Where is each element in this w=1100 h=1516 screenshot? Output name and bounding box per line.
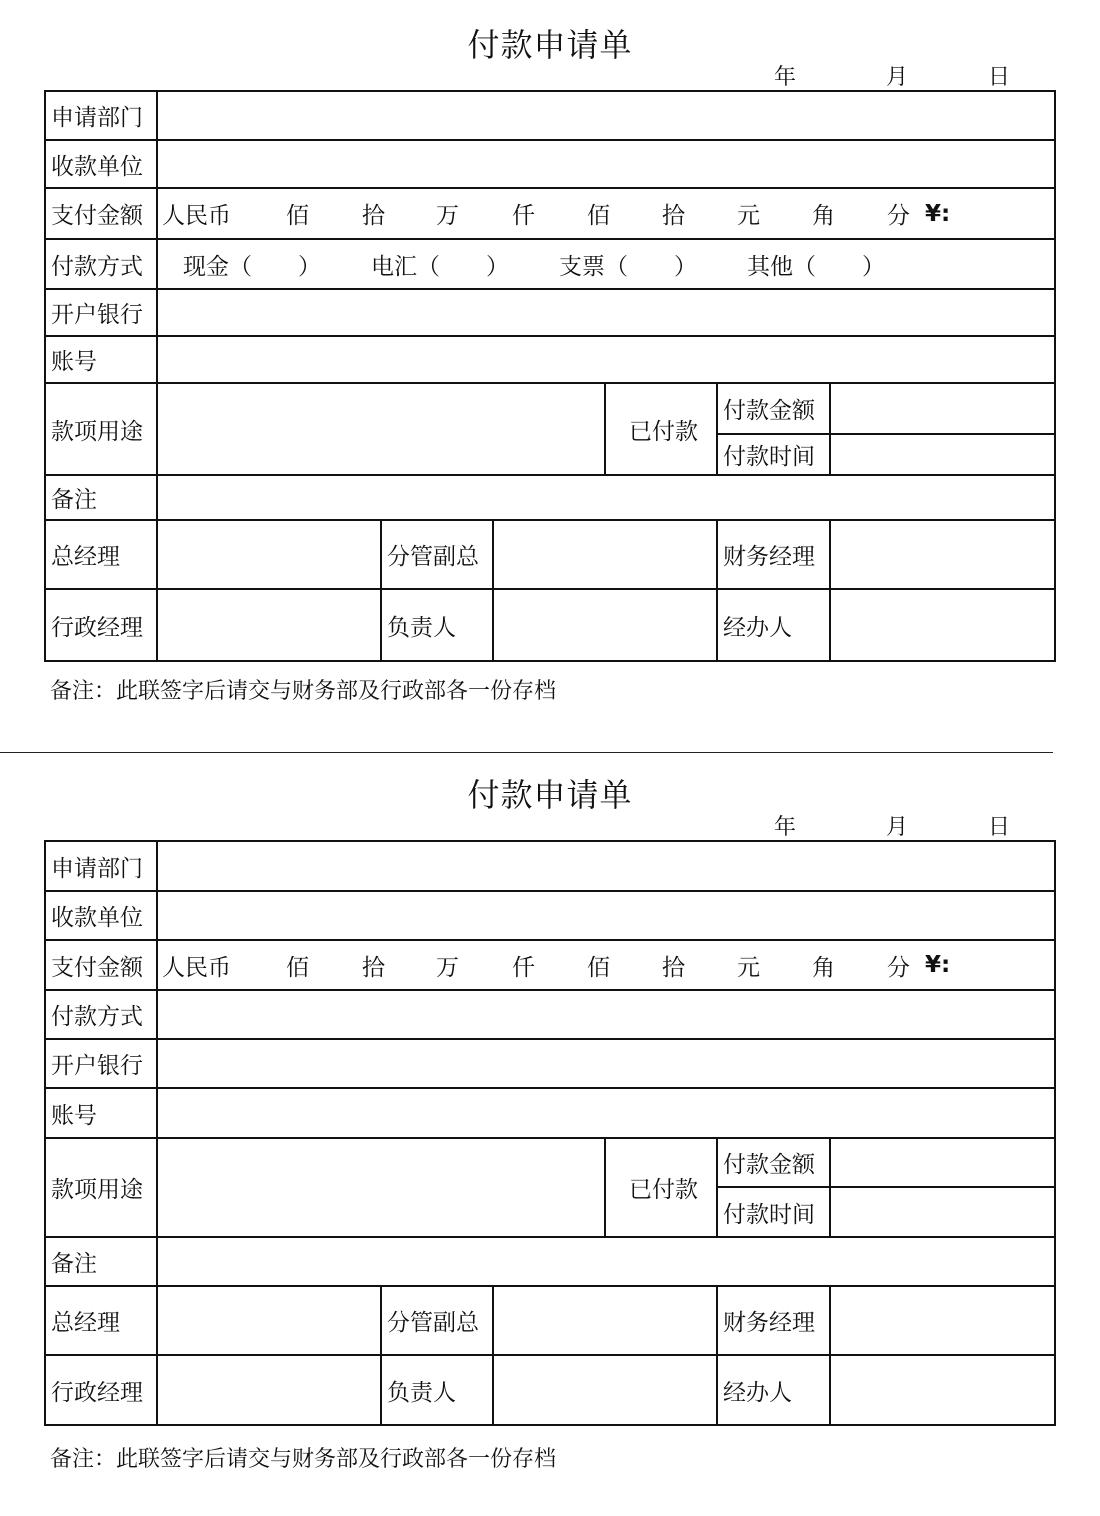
yen-label: ¥: [925,952,951,978]
handler-sign-field[interactable] [830,1355,1055,1425]
row-payee [45,891,1055,940]
admin-manager-sign-field[interactable] [157,1355,381,1425]
row-bank [45,289,1055,336]
amount-units [162,949,1054,982]
unit-jiao: 角 [812,203,835,229]
paid-label: 已付款 [605,383,717,475]
account-field[interactable] [157,1088,1055,1138]
vp-sign-field[interactable] [493,1286,717,1355]
handler-label: 经办人 [717,589,830,661]
amount-label: 支付金额 [45,940,157,990]
account-field[interactable] [157,336,1055,383]
row-remark [45,475,1055,520]
row-method [45,990,1055,1039]
unit-bai-1: 佰 [286,203,309,229]
row-amount [45,940,1055,990]
finance-manager-label: 财务经理 [717,520,830,589]
department-label: 申请部门 [45,841,157,891]
payment-table [44,90,1056,662]
purpose-label: 款项用途 [45,1138,157,1237]
row-sign-1 [45,1286,1055,1355]
vp-label: 分管副总 [381,1286,493,1355]
row-department [45,91,1055,140]
row-amount [45,188,1055,239]
row-remark [45,1237,1055,1286]
currency-label: 人民币 [162,203,231,229]
paid-time-field[interactable] [830,434,1055,475]
bank-field[interactable] [157,1039,1055,1088]
amount-units [162,197,1054,230]
owner-label: 负责人 [381,1355,493,1425]
method-other-option[interactable]: 其他（ ） [747,253,885,280]
payee-label: 收款单位 [45,891,157,940]
amount-field[interactable] [157,188,1055,239]
unit-bai-2: 佰 [587,954,610,981]
paid-amount-field[interactable] [830,1138,1055,1187]
row-bank [45,1039,1055,1088]
department-label: 申请部门 [45,91,157,140]
remark-label: 备注 [45,475,157,520]
row-sign-1 [45,520,1055,589]
amount-label: 支付金额 [45,188,157,239]
unit-yuan: 元 [737,954,760,981]
footnote: 备注：此联签字后请交与财务部及行政部各一份存档 [50,1447,557,1472]
account-label: 账号 [45,1088,157,1138]
paid-time-field[interactable] [830,1187,1055,1237]
payment-table [44,840,1056,1426]
unit-fen: 分 [887,954,910,981]
date-day-label: 日 [988,815,1011,840]
bank-field[interactable] [157,289,1055,336]
paid-amount-label: 付款金额 [717,383,830,434]
date-day-label: 日 [988,65,1011,90]
payee-field[interactable] [157,891,1055,940]
method-check-option[interactable]: 支票（ ） [559,253,697,280]
payee-label: 收款单位 [45,140,157,188]
form-title: 付款申请单 [467,776,633,814]
unit-bai-2: 佰 [587,203,610,229]
unit-qian: 仟 [512,954,535,981]
unit-wan: 万 [436,203,459,229]
unit-shi-2: 拾 [662,203,685,229]
unit-yuan: 元 [737,203,760,229]
row-department [45,841,1055,891]
purpose-field[interactable] [157,383,605,475]
row-sign-2 [45,589,1055,661]
department-field[interactable] [157,841,1055,891]
unit-shi-1: 拾 [362,954,385,981]
admin-manager-label: 行政经理 [45,589,157,661]
method-cash-option[interactable]: 现金（ ） [183,253,321,280]
department-field[interactable] [157,91,1055,140]
handler-label: 经办人 [717,1355,830,1425]
owner-label: 负责人 [381,589,493,661]
unit-wan: 万 [436,954,459,981]
gm-label: 总经理 [45,1286,157,1355]
account-label: 账号 [45,336,157,383]
amount-field[interactable] [157,940,1055,990]
method-label: 付款方式 [45,239,157,289]
unit-fen: 分 [887,203,910,229]
gm-sign-field[interactable] [157,1286,381,1355]
unit-shi-1: 拾 [362,203,385,229]
date-month-label: 月 [886,815,909,840]
admin-manager-label: 行政经理 [45,1355,157,1425]
date-year-label: 年 [774,815,797,840]
yen-label: ¥: [925,200,951,227]
method-field[interactable] [157,990,1055,1039]
remark-field[interactable] [157,475,1055,520]
paid-time-label: 付款时间 [717,1187,830,1237]
row-payee [45,140,1055,188]
form-title: 付款申请单 [467,26,633,64]
unit-bai-1: 佰 [286,954,309,981]
finance-manager-sign-field[interactable] [830,520,1055,589]
payee-field[interactable] [157,140,1055,188]
remark-label: 备注 [45,1237,157,1286]
paid-amount-field[interactable] [830,383,1055,434]
unit-shi-2: 拾 [662,954,685,981]
row-method [45,239,1055,289]
gm-label: 总经理 [45,520,157,589]
handler-sign-field[interactable] [830,589,1055,661]
bank-label: 开户银行 [45,1039,157,1088]
gm-sign-field[interactable] [157,520,381,589]
vp-label: 分管副总 [381,520,493,589]
method-field [157,239,1055,289]
paid-time-label: 付款时间 [717,434,830,475]
form-divider [0,752,1053,753]
finance-manager-sign-field[interactable] [830,1286,1055,1355]
currency-label: 人民币 [162,954,231,981]
row-purpose-top [45,1138,1055,1187]
date-year-label: 年 [774,65,797,90]
method-wire-option[interactable]: 电汇（ ） [371,253,509,280]
row-account [45,1088,1055,1138]
vp-sign-field[interactable] [493,520,717,589]
footnote: 备注：此联签字后请交与财务部及行政部各一份存档 [50,679,557,704]
paid-label: 已付款 [605,1138,717,1237]
unit-qian: 仟 [512,203,535,229]
remark-field[interactable] [157,1237,1055,1286]
bank-label: 开户银行 [45,289,157,336]
owner-sign-field[interactable] [493,1355,717,1425]
owner-sign-field[interactable] [493,589,717,661]
unit-jiao: 角 [812,954,835,981]
row-sign-2 [45,1355,1055,1425]
purpose-field[interactable] [157,1138,605,1237]
paid-amount-label: 付款金额 [717,1138,830,1187]
method-label: 付款方式 [45,990,157,1039]
date-month-label: 月 [886,65,909,90]
admin-manager-sign-field[interactable] [157,589,381,661]
row-purpose-top [45,383,1055,434]
purpose-label: 款项用途 [45,383,157,475]
finance-manager-label: 财务经理 [717,1286,830,1355]
row-account [45,336,1055,383]
